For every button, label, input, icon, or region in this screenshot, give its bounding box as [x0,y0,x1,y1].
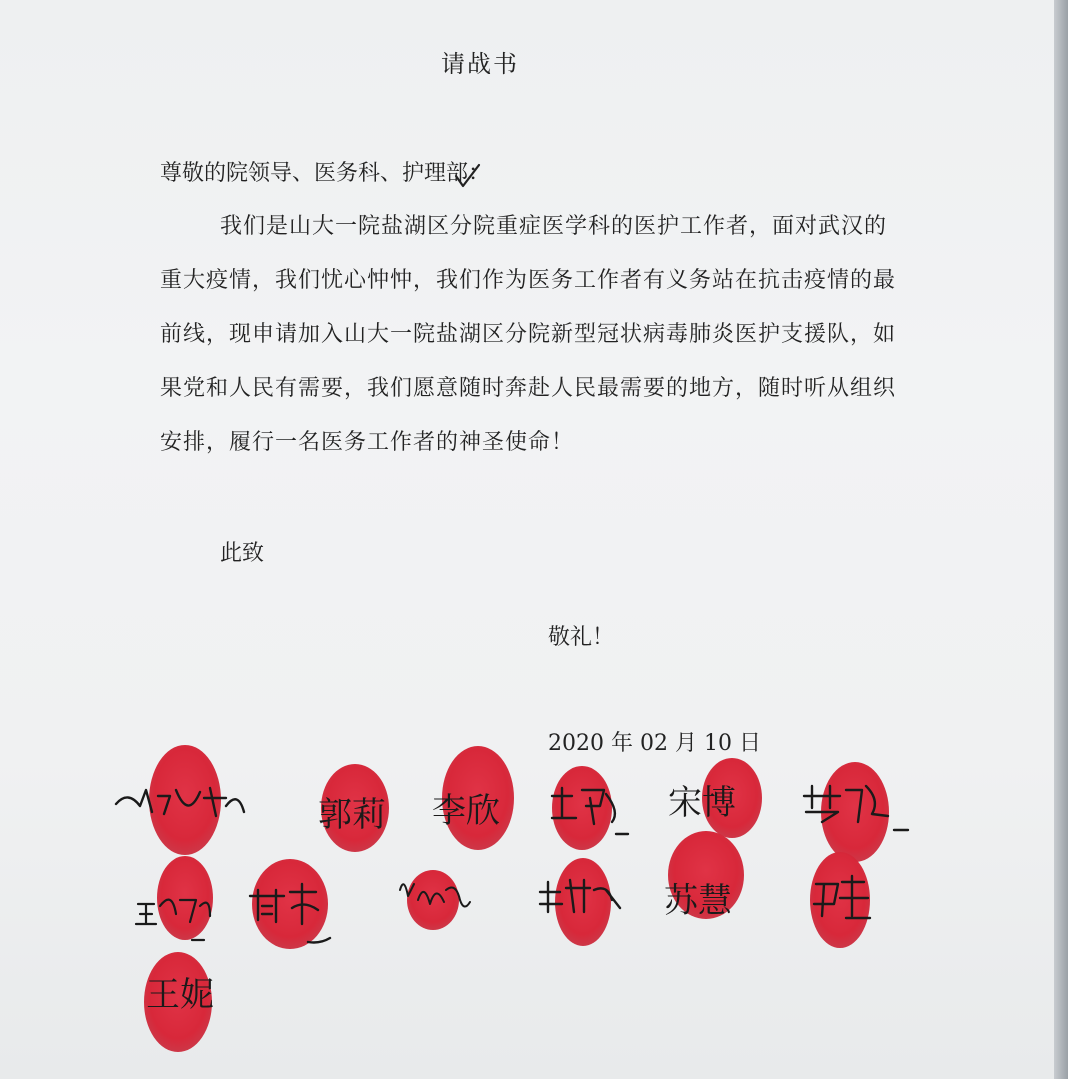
fingerprint [810,852,870,948]
signature: 宋博 [668,783,736,823]
fingerprint-group [157,831,870,949]
signature: 王妮 [146,975,214,1015]
closing-line: 此致 [220,541,265,566]
fingerprint [252,859,328,949]
signature: 李欣 [432,791,500,831]
date-line: 2020 年 02 月 10 日 [548,731,761,756]
fingerprint-group [149,745,889,862]
fingerprint [149,745,221,855]
document-title: 请战书 [441,50,519,78]
signature: 苏慧 [664,881,732,921]
regards-line: 敬礼！ [548,625,615,650]
salutation: 尊敬的院领导、医务科、护理部： [160,161,491,186]
signature: 郭莉 [318,795,386,835]
body-paragraph: 我们是山大一院盐湖区分院重症医学科的医护工作者，面对武汉的重大疫情，我们忧心忡忡，我们作为医务工作者有义务站在抗击疫情的最前线，现申请加入山大一院盐湖区分院新型冠状病毒肺炎医护支援队，如果党和人民有需要，我们愿意随时奔赴人民最需要的地方，随时听从组织安排，履行一名医务工作者的神圣使命！ [160,214,897,455]
fingerprint [407,870,459,930]
fingerprint [157,856,213,940]
